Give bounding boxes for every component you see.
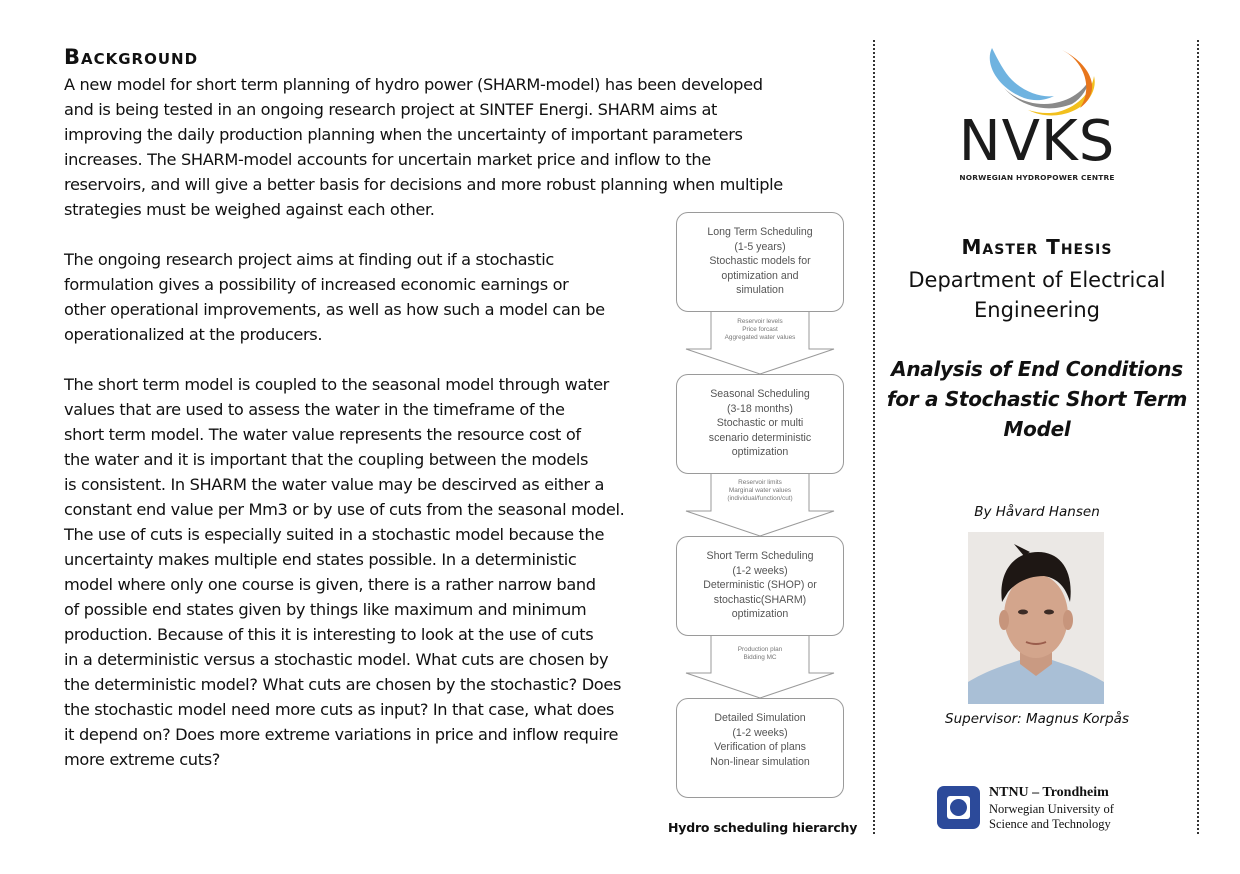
ntnu-logo-icon [937, 786, 980, 829]
text-line: strategies must be weighed against each other. [64, 200, 435, 219]
hydro-scheduling-diagram [674, 210, 846, 802]
diagram-caption: Hydro scheduling hierarchy [668, 820, 858, 835]
diagram-box-short-term [676, 536, 844, 636]
text-line: The ongoing research project aims at finding out if a stochastic [64, 250, 554, 269]
department [876, 265, 1198, 325]
title-line: Model [1003, 417, 1071, 441]
box-text: Long Term Scheduling [707, 226, 813, 238]
text-line: values that are used to assess the water in the timeframe of the [64, 400, 565, 419]
text-line: and is being tested in an ongoing research project at SINTEF Energi. SHARM aims at [64, 100, 718, 119]
section-heading: Background [64, 45, 199, 69]
department-line: Department of Electrical [908, 268, 1166, 292]
text-line: in a deterministic versus a stochastic model. What cuts are chosen by [64, 650, 609, 669]
text-line: uncertainty makes multiple end states possible. In a deterministic [64, 550, 577, 569]
text-line: model where only one course is given, there is a rather narrow band [64, 575, 596, 594]
text-line: the water and it is important that the coupling between the models [64, 450, 589, 469]
text-line: short term model. The water value represents the resource cost of [64, 425, 581, 444]
box-text: scenario deterministic [708, 431, 812, 444]
box-text: optimization [731, 446, 789, 459]
text-line: is consistent. In SHARM the water value may be descirved as either a [64, 475, 605, 494]
diagram-box-detailed-simulation [676, 698, 844, 798]
text-line: improving the daily production planning when the uncertainty of important parameters [64, 125, 743, 144]
text-line: formulation gives a possibility of increased economic earnings or [64, 275, 569, 294]
thesis-label: Master Thesis [961, 235, 1113, 259]
sidebar [876, 0, 1198, 874]
box-text: (1-5 years) [734, 240, 786, 253]
university-name: NTNU – Trondheim [989, 785, 1109, 800]
box-text: optimization and [721, 269, 799, 282]
author-photo [968, 532, 1104, 704]
diagram-box-long-term [676, 212, 844, 312]
text-line: A new model for short term planning of hydro power (SHARM-model) has been developed [64, 75, 763, 94]
portrait-icon [968, 532, 1104, 704]
text-line: of possible end states given by things like maximum and minimum [64, 600, 587, 619]
department-line: Engineering [974, 298, 1100, 322]
divider-left [873, 40, 875, 834]
university-line: Science and Technology [989, 817, 1111, 831]
arrow-label: Reservoir levels Price forcast Aggregated water values [724, 318, 796, 341]
nvks-wordmark: NVKS [958, 109, 1116, 174]
diagram-box-seasonal [676, 374, 844, 474]
box-text: optimization [731, 608, 789, 621]
ntnu-logo-block [937, 785, 1157, 835]
supervisor: Supervisor: Magnus Korpås [945, 711, 1129, 727]
text-line: other operational improvements, as well as how such a model can be [64, 300, 605, 319]
box-text: Deterministic (SHOP) or [703, 579, 817, 592]
box-text: Short Term Scheduling [706, 550, 814, 562]
box-text: (1-2 weeks) [732, 726, 788, 739]
box-text: simulation [736, 284, 784, 297]
nvks-subtitle: NORWEGIAN HYDROPOWER CENTRE [959, 173, 1115, 182]
box-text: Detailed Simulation [714, 712, 806, 724]
text-line: increases. The SHARM-model accounts for uncertain market price and inflow to the [64, 150, 711, 169]
text-line: constant end value per Mm3 or by use of cuts from the seasonal model. [64, 500, 625, 519]
text-line: the stochastic model need more cuts as input? In that case, what does [64, 700, 615, 719]
text-line: more extreme cuts? [64, 750, 221, 769]
text-line: The use of cuts is especially suited in a stochastic model because the [64, 525, 605, 544]
title-line: for a Stochastic Short Term [886, 387, 1188, 411]
arrow-label: Reservoir limits Marginal water values (individual/function/cut) [727, 479, 793, 502]
text-line: it depend on? Does more extreme variations in price and inflow require [64, 725, 619, 744]
text-line: reservoirs, and will give a better basis for decisions and more robust planning when multiple [64, 175, 783, 194]
text-line: operationalized at the producers. [64, 325, 323, 344]
text-line: The short term model is coupled to the seasonal model through water [64, 375, 609, 394]
box-text: Verification of plans [714, 741, 806, 754]
box-text: Seasonal Scheduling [710, 388, 810, 400]
title-line: Analysis of End Conditions [891, 357, 1183, 381]
author: By Håvard Hansen [974, 504, 1100, 520]
thesis-title [876, 354, 1198, 444]
box-text: Stochastic models for [709, 255, 811, 268]
university-line: Norwegian University of [989, 802, 1114, 816]
text-line: production. Because of this it is interesting to look at the use of cuts [64, 625, 594, 644]
box-text: stochastic(SHARM) [713, 593, 807, 606]
text-line: the deterministic model? What cuts are chosen by the stochastic? Does [64, 675, 622, 694]
box-text: Stochastic or multi [716, 417, 804, 430]
box-text: Non-linear simulation [710, 755, 810, 768]
box-text: (1-2 weeks) [732, 564, 788, 577]
arrow-label: Production plan Bidding MC [737, 646, 783, 661]
box-text: (3-18 months) [727, 402, 793, 415]
